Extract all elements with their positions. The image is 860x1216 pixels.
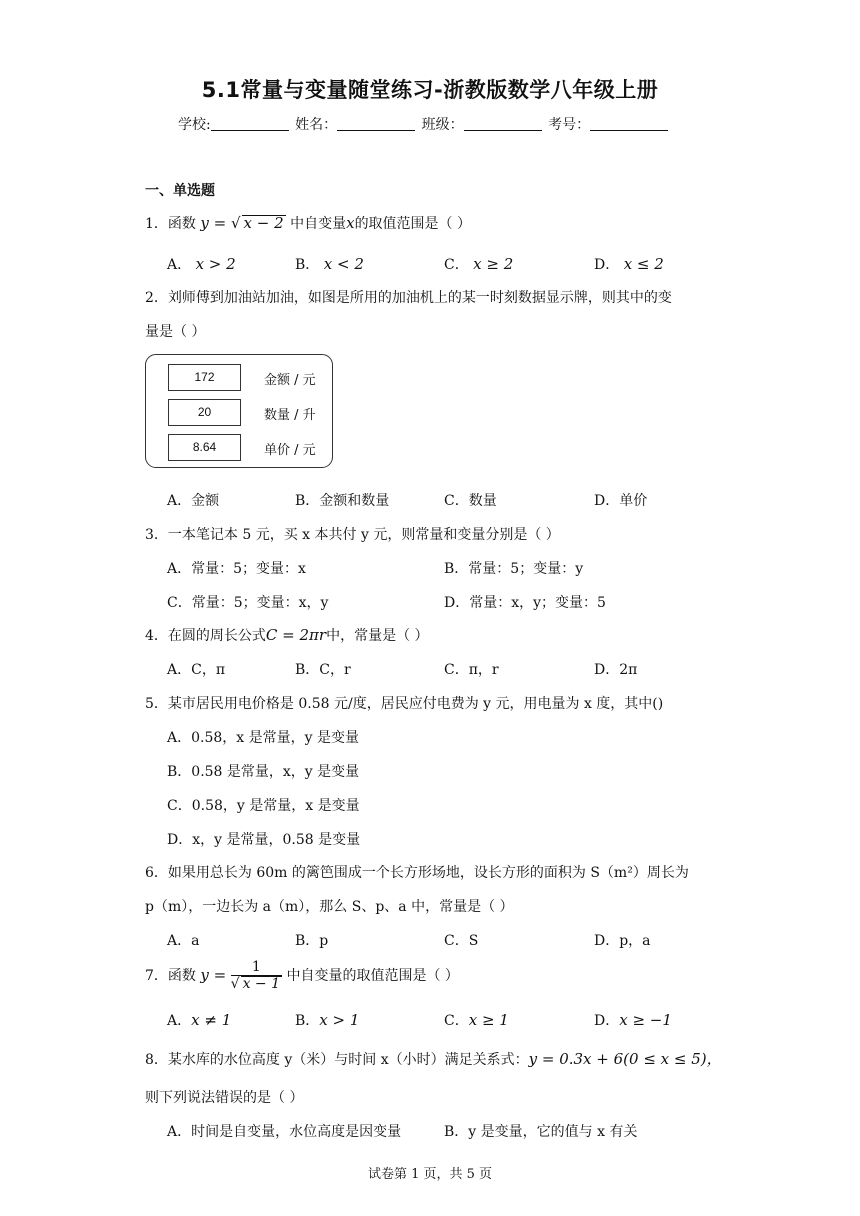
fuel-pump-display xyxy=(145,354,333,468)
q7-option-d[interactable]: D．x ≥ −1 xyxy=(594,1011,672,1029)
question-1 xyxy=(145,213,471,233)
q7-fraction: $\frac{1}{√ x - 1}$ xyxy=(230,959,280,992)
q4-option-d[interactable]: D．2π xyxy=(594,662,638,678)
question-2-line-2: 量是（ ） xyxy=(145,324,206,340)
exam-no-label: 考号： xyxy=(548,117,591,133)
q3-option-c[interactable]: C．常量：5；变量：x，y xyxy=(167,595,329,611)
q8-formula: y = 0.3x + 6(0 ≤ x ≤ 5)， xyxy=(528,1050,722,1068)
question-3: 3．一本笔记本 5 元，买 x 本共付 y 元，则常量和变量分别是（ ） xyxy=(145,527,560,543)
q1-option-c[interactable]: C． x ≥ 2 xyxy=(444,255,514,273)
q1-var: x xyxy=(346,214,355,232)
question-6-line-1: 6．如果用总长为 60m 的篱笆围成一个长方形场地，设长方形的面积为 S（m²）周长为 xyxy=(145,865,689,881)
quantity-value: 20 xyxy=(168,399,241,426)
question-8-line-1: 8．某水库的水位高度 y（米）与时间 x（小时）满足关系式：y = 0.3x + 6(0 ≤ x ≤ 5)， xyxy=(145,1050,722,1068)
q2-option-c[interactable]: C．数量 xyxy=(444,493,497,509)
q1-option-d[interactable]: D． x ≤ 2 xyxy=(594,255,664,273)
amount-value: 172 xyxy=(168,364,241,391)
unit-price-value: 8.64 xyxy=(168,434,241,461)
q1-option-a[interactable]: A． x > 2 xyxy=(167,255,236,273)
q1-text-2: 中自变量 xyxy=(290,216,347,232)
q3-option-a[interactable]: A．常量：5；变量：x xyxy=(167,561,306,577)
question-6-line-2: p（m），一边长为 a（m），那么 S、p、a 中，常量是（ ） xyxy=(145,899,514,915)
school-label: 学校: xyxy=(178,117,211,133)
page-footer: 试卷第 1 页，共 5 页 xyxy=(367,1167,493,1182)
q8-option-b[interactable]: B．y 是变量，它的值与 x 有关 xyxy=(444,1124,638,1140)
q7-option-c[interactable]: C．x ≥ 1 xyxy=(444,1011,509,1029)
q7-option-a[interactable]: A．x ≠ 1 xyxy=(167,1011,232,1029)
q6-option-b[interactable]: B．p xyxy=(295,933,329,949)
question-2-line-1: 2．刘师傅到加油站加油，如图是所用的加油机上的某一时刻数据显示牌，则其中的变 xyxy=(145,290,672,306)
q4-option-b[interactable]: B．C，r xyxy=(295,662,351,678)
question-4: 4．在圆的周长公式C = 2πr中，常量是（ ） xyxy=(145,626,429,644)
quantity-label: 数量 / 升 xyxy=(264,408,316,423)
q5-option-d[interactable]: D．x，y 是常量，0.58 是变量 xyxy=(167,832,361,848)
name-label: 姓名： xyxy=(295,117,338,133)
q4-option-c[interactable]: C．π，r xyxy=(444,662,499,678)
school-blank[interactable] xyxy=(211,116,289,131)
question-5: 5．某市居民用电价格是 0.58 元/度，居民应付电费为 y 元，用电量为 x 度，其中() xyxy=(145,696,664,712)
name-blank[interactable] xyxy=(337,116,415,131)
unit-price-label: 单价 / 元 xyxy=(264,443,316,458)
q2-option-a[interactable]: A．金额 xyxy=(167,493,220,509)
question-8-line-2: 则下列说法错误的是（ ） xyxy=(145,1090,304,1106)
q2-option-b[interactable]: B．金额和数量 xyxy=(295,493,390,509)
q1-text-3: 的取值范围是（ ） xyxy=(354,216,472,232)
q7-option-b[interactable]: B．x > 1 xyxy=(295,1011,360,1029)
class-blank[interactable] xyxy=(464,116,542,131)
q6-option-a[interactable]: A．a xyxy=(167,933,200,949)
q6-option-d[interactable]: D．p，a xyxy=(594,933,651,949)
q4-formula: C = 2πr xyxy=(265,626,327,644)
q8-option-a[interactable]: A．时间是自变量，水位高度是因变量 xyxy=(167,1124,402,1140)
q2-option-d[interactable]: D．单价 xyxy=(594,493,648,509)
q5-option-b[interactable]: B．0.58 是常量，x，y 是变量 xyxy=(167,764,360,780)
question-7: 7．函数 y = $\frac{1}{√ x - 1}$ 中自变量的取值范围是（ ） xyxy=(145,959,459,992)
q1-option-b[interactable]: B． x < 2 xyxy=(295,255,364,273)
page-title: 5.1常量与变量随堂练习-浙教版数学八年级上册 xyxy=(201,78,659,102)
q5-option-c[interactable]: C．0.58，y 是常量，x 是变量 xyxy=(167,798,360,814)
q5-option-a[interactable]: A．0.58，x 是常量，y 是变量 xyxy=(167,730,359,746)
q3-option-b[interactable]: B．常量：5；变量：y xyxy=(444,561,584,577)
class-label: 班级： xyxy=(421,117,464,133)
q6-option-c[interactable]: C．S xyxy=(444,933,479,949)
q1-formula: y = √ x − 2 xyxy=(200,214,284,232)
q3-option-d[interactable]: D．常量：x，y；变量：5 xyxy=(444,595,606,611)
q4-option-a[interactable]: A．C，π xyxy=(167,662,226,678)
amount-label: 金额 / 元 xyxy=(264,373,316,388)
exam-no-blank[interactable] xyxy=(590,116,668,131)
section-heading: 一、单选题 xyxy=(145,183,215,199)
student-info-line xyxy=(178,114,670,134)
q1-text: 1．函数 xyxy=(145,216,196,232)
